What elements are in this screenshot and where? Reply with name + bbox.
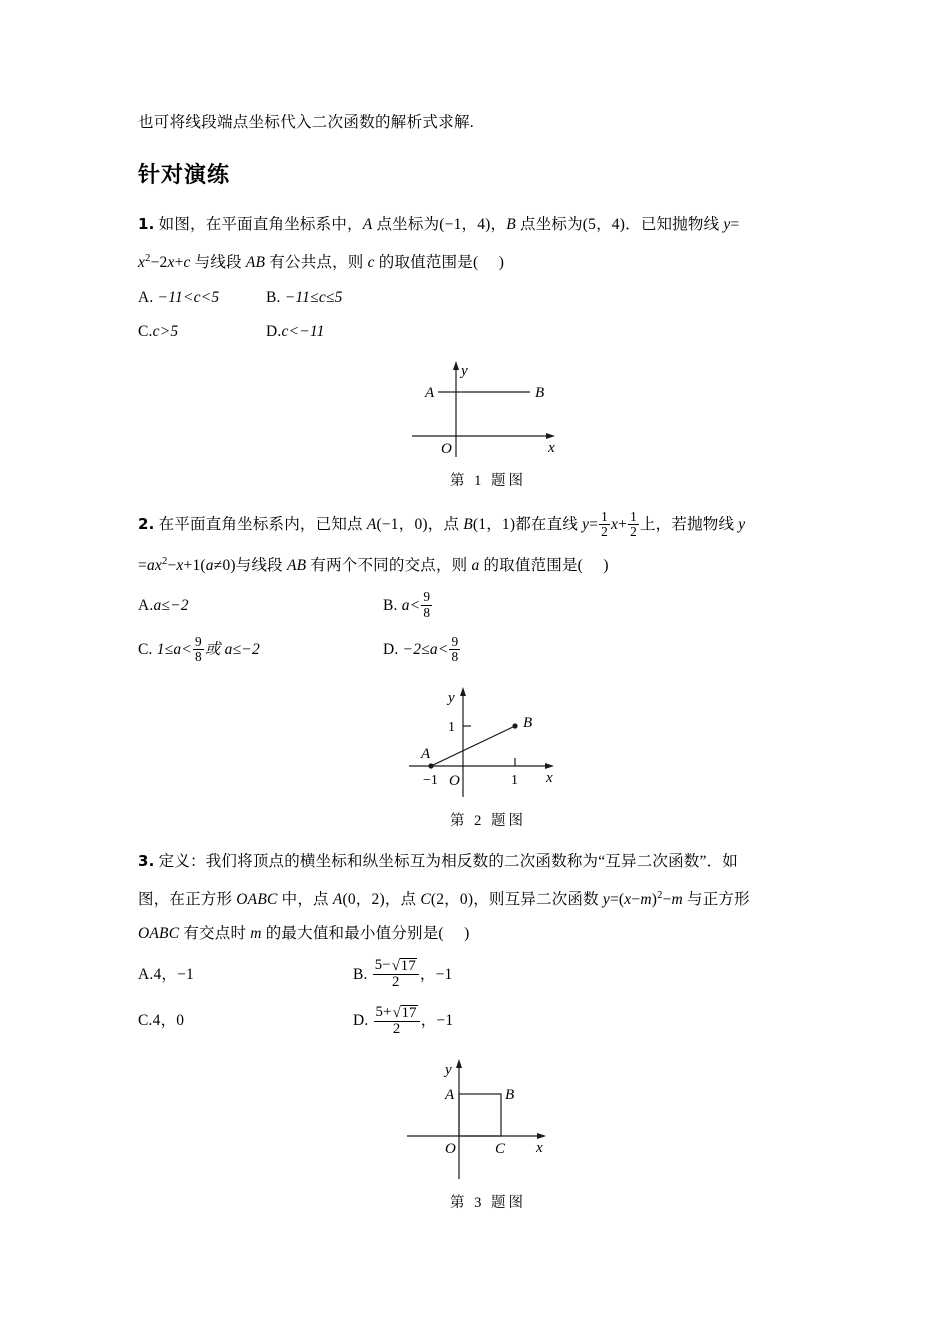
question-2-var-A: A [366, 516, 377, 534]
question-2-option-C-pre: 1≤a< [156, 641, 192, 659]
point-A-dot [428, 763, 433, 768]
question-2-option-A-label: A. [138, 596, 154, 614]
question-3-text-1: 图，在正方形 [138, 891, 237, 909]
question-3-option-B-num-pre: 5− [374, 957, 391, 974]
question-3-option-B-tail: ，−1 [419, 965, 453, 983]
question-1-option-A[interactable] [138, 281, 266, 315]
question-1-var-y: y [723, 216, 731, 233]
question-3-minus-2: − [662, 891, 672, 909]
question-3-option-C-label: C. [138, 1012, 153, 1030]
question-1-equals: = [730, 216, 740, 233]
question-1-var-B: B [506, 216, 516, 233]
label-A: A [425, 385, 435, 402]
question-3-text-5: 与正方形 [682, 891, 750, 909]
question-1-option-C-text: c>5 [152, 323, 179, 341]
question-2-var-y2: y [738, 516, 746, 534]
label-origin: O [445, 1141, 456, 1158]
question-2-frac2-numerator: 1 [630, 508, 637, 524]
question-3-option-D-denominator: 2 [374, 1021, 420, 1038]
question-3-eq-open: =( [609, 891, 625, 909]
question-2-fraction-half-2 [628, 510, 639, 540]
question-1-plus: + [174, 254, 184, 272]
question-3-option-D-sqrt-wrap [392, 1004, 418, 1021]
section-heading: 针对演练 [138, 163, 231, 188]
question-2-option-B-label: B. [383, 596, 398, 614]
question-3-figure-canvas [403, 1054, 573, 1189]
question-2-fraction-half-1 [599, 510, 610, 540]
question-2-figure-caption: 第 2 题图 [450, 813, 526, 830]
question-3-options-row-1 [138, 951, 838, 997]
question-3-stem-line1 [138, 844, 838, 879]
question-2 [138, 504, 838, 830]
square-OABC [459, 1094, 501, 1136]
question-1-number: 1. [138, 215, 155, 233]
question-3-option-D-num-pre: 5+ [375, 1003, 392, 1020]
question-3-var-m: m [640, 891, 652, 909]
label-origin: O [449, 773, 460, 790]
question-3-C-coord: (2，0) [430, 891, 474, 909]
question-2-option-C-mid: 或 a≤−2 [204, 641, 260, 659]
question-1 [138, 207, 838, 490]
question-2-stem-text-4: 上，若抛物线 [639, 516, 739, 534]
question-2-option-D[interactable] [383, 628, 461, 672]
question-1-paren-close: ) [498, 254, 505, 272]
question-1-stem-text-4: 与线段 [190, 254, 246, 272]
question-2-option-D-pre: −2≤a< [402, 641, 449, 659]
sqrt-icon: √ 17 [401, 1005, 418, 1022]
question-3-figure-caption: 第 3 题图 [450, 1195, 526, 1212]
question-3-var-m2: m [671, 891, 683, 909]
question-3-option-D-label: D. [353, 1012, 369, 1030]
sqrt-icon: √ 17 [400, 958, 417, 975]
question-3-option-A-label: A. [138, 965, 154, 983]
question-3-point-A: A [332, 891, 343, 909]
question-2-option-C-denominator: 8 [194, 649, 202, 664]
question-2-B-coord: (1，1) [472, 516, 516, 534]
question-1-var-c: c [183, 254, 191, 272]
question-3-text-4: ，则互异二次函数 [473, 891, 603, 909]
question-2-stem-text-7: 的取值范围是( [479, 557, 584, 575]
question-1-stem-text-6: 的取值范围是( [374, 254, 479, 272]
question-3-number: 3. [138, 852, 155, 871]
question-3-stem-line2 [138, 879, 838, 917]
question-1-option-A-label: A. [138, 288, 154, 306]
question-2-stem [138, 504, 838, 545]
question-2-option-D-fraction [449, 635, 460, 665]
question-2-frac2-denominator: 2 [630, 523, 637, 539]
question-3-option-B-label: B. [353, 965, 368, 983]
question-2-plus: + [618, 516, 628, 534]
question-1-stem-text-5: 有公共点，则 [265, 254, 368, 272]
label-axis-y: y [461, 363, 468, 380]
question-2-var-x: x [611, 516, 619, 534]
question-3-option-D[interactable] [353, 998, 453, 1044]
question-2-option-C[interactable] [138, 628, 383, 672]
y-axis-arrow [460, 687, 466, 696]
question-3-var-y: y [602, 891, 610, 909]
question-2-diagram [403, 682, 573, 802]
question-2-option-D-numerator: 9 [451, 633, 459, 649]
question-2-option-B-pre: a< [401, 596, 421, 614]
tick-label-x-1: 1 [511, 773, 518, 789]
question-2-frac1-denominator: 2 [601, 523, 609, 539]
question-3-option-B-numerator [373, 957, 419, 974]
question-1-stem-line2 [138, 242, 838, 280]
question-3-text-7: 的最大值和最小值分别是( [261, 925, 444, 943]
question-1-option-A-text: −11<c<5 [157, 288, 220, 306]
question-1-diagram [408, 357, 568, 462]
question-1-stem-text-1: 如图，在平面直角坐标系中， [158, 216, 363, 233]
label-B: B [505, 1087, 515, 1104]
question-1-option-C[interactable] [138, 315, 266, 349]
question-2-figure [138, 682, 838, 830]
question-2-option-D-denominator: 8 [451, 649, 459, 664]
question-2-stem-text-3: 都在直线 [515, 516, 583, 534]
question-2-answer-blank[interactable] [583, 557, 603, 574]
question-3-option-C[interactable] [138, 998, 353, 1044]
label-axis-x: x [548, 440, 555, 457]
question-3-text-6: 有交点时 [179, 925, 251, 943]
question-2-options-row-1 [138, 583, 838, 627]
question-3-option-B-sqrt-wrap [391, 957, 417, 974]
point-B-dot [512, 723, 517, 728]
question-2-option-B-denominator: 8 [423, 604, 431, 620]
question-3-exponent: 2 [657, 890, 663, 902]
question-2-var-x-sq: x [154, 557, 162, 575]
question-3-option-B[interactable] [353, 952, 452, 998]
label-A: A [445, 1087, 455, 1104]
question-3-paren-close-1: ) [651, 891, 658, 909]
question-3-option-D-fraction [374, 1004, 420, 1038]
question-2-plus-one: +1( [183, 557, 206, 575]
label-B: B [523, 715, 533, 732]
question-3-option-B-fraction [373, 957, 419, 991]
question-2-stem-line2 [138, 545, 838, 583]
question-1-stem-text-3: 点坐标为(5，4)．已知抛物线 [515, 216, 724, 233]
question-3-stem-line3 [138, 917, 838, 951]
question-1-option-D[interactable] [266, 315, 325, 349]
question-1-figure [138, 357, 838, 490]
question-3-text-2: 中，点 [277, 891, 333, 909]
question-3-option-A[interactable] [138, 952, 353, 998]
question-3-option-C-text: 4，0 [152, 1012, 185, 1030]
question-1-answer-blank[interactable] [478, 254, 498, 271]
question-2-option-A-text: a≤−2 [153, 596, 189, 614]
question-2-option-C-fraction [193, 635, 204, 665]
question-2-minus: − [167, 557, 177, 575]
question-3-point-C: C [420, 891, 431, 909]
question-2-option-B[interactable] [383, 584, 433, 628]
question-3-square-OABC: OABC [236, 891, 278, 909]
question-1-exponent: 2 [145, 253, 151, 264]
question-2-var-a2: a [205, 557, 214, 575]
question-1-option-B-text: −11≤c≤5 [284, 288, 343, 306]
question-3-var-x: x [624, 891, 632, 909]
intro-note: 也可将线段端点坐标代入二次函数的解析式求解. [138, 114, 474, 131]
label-B: B [535, 385, 545, 402]
question-2-option-C-numerator: 9 [194, 633, 202, 649]
question-2-number: 2. [138, 515, 155, 534]
question-2-stem-text-6: 有两个不同的交点，则 [306, 557, 472, 575]
question-2-var-y: y [582, 516, 590, 534]
question-1-option-B[interactable] [266, 281, 343, 315]
question-2-exponent: 2 [162, 556, 168, 568]
question-2-var-a: a [146, 557, 155, 575]
question-3-A-coord: (0，2) [342, 891, 385, 909]
question-2-option-C-label: C. [138, 641, 153, 659]
question-1-options-row-1 [138, 280, 838, 314]
question-3-answer-blank[interactable] [444, 925, 464, 942]
question-2-options-row-2 [138, 628, 838, 672]
question-3-figure [138, 1054, 838, 1212]
question-2-equals: = [589, 516, 599, 534]
label-axis-y: y [448, 690, 455, 707]
question-1-option-D-text: c<−11 [281, 323, 325, 341]
question-1-figure-caption: 第 1 题图 [450, 473, 526, 490]
tick-label-x-neg1: −1 [423, 773, 438, 789]
question-2-var-aa: a [471, 557, 480, 575]
question-2-neq-zero: ≠0) [213, 557, 236, 575]
x-axis-arrow [546, 433, 555, 439]
question-1-var-c2: c [367, 254, 375, 272]
x-axis-arrow [537, 1133, 546, 1139]
question-3-option-B-denominator: 2 [373, 974, 419, 991]
question-1-minus2: −2 [150, 254, 168, 272]
question-3-diagram [403, 1054, 573, 1184]
question-2-option-B-fraction [421, 590, 432, 620]
question-1-stem-text-2: 点坐标为(−1，4)， [372, 216, 507, 233]
question-1-var-A: A [362, 216, 373, 233]
question-2-stem-text-1: 在平面直角坐标系内，已知点 [158, 516, 367, 534]
y-axis-arrow [453, 361, 459, 370]
question-3-var-m3: m [250, 925, 262, 943]
question-2-option-D-label: D. [383, 641, 399, 659]
question-1-var-x2: x [167, 254, 175, 272]
question-2-option-B-numerator: 9 [423, 589, 431, 605]
question-1-option-C-label: C. [138, 323, 153, 341]
question-2-option-A[interactable] [138, 584, 383, 628]
label-axis-x: x [536, 1140, 543, 1157]
question-2-var-x2: x [176, 557, 184, 575]
question-2-stem-text-2: ，点 [427, 516, 464, 534]
question-2-segment-AB: AB [286, 557, 307, 575]
question-2-frac1-numerator: 1 [601, 508, 609, 524]
question-1-figure-canvas [408, 357, 568, 467]
question-2-var-B: B [463, 516, 473, 534]
label-C: C [495, 1141, 506, 1158]
question-3-option-A-text: 4，−1 [153, 965, 195, 983]
question-1-option-D-label: D. [266, 323, 282, 341]
question-1-segment-AB: AB [245, 254, 266, 272]
segment-AB [431, 726, 515, 766]
question-1-option-B-label: B. [266, 288, 281, 306]
question-2-equals-2: = [138, 557, 147, 575]
label-A: A [421, 746, 431, 763]
y-axis-arrow [456, 1059, 462, 1068]
label-origin: O [441, 441, 452, 458]
question-3-options-row-2 [138, 998, 838, 1044]
question-2-A-coord: (−1，0) [376, 516, 428, 534]
question-2-stem-text-5: 与线段 [235, 557, 287, 575]
question-3-paren-close: ) [464, 925, 470, 943]
question-3-definition-text: 定义：我们将顶点的横坐标和纵坐标互为相反数的二次函数称为“互异二次函数”．如 [158, 853, 738, 871]
question-2-figure-canvas [403, 682, 573, 807]
question-3-option-D-numerator [374, 1004, 420, 1021]
x-axis-arrow [545, 763, 554, 769]
label-axis-x: x [546, 770, 553, 787]
question-2-paren-close: ) [603, 557, 609, 575]
page-content [138, 110, 838, 1216]
question-3-square-OABC-2: OABC [138, 925, 180, 943]
question-3-option-D-tail: ，−1 [420, 1012, 454, 1030]
question-1-stem [138, 207, 838, 242]
question-1-options-row-2 [138, 315, 838, 349]
label-axis-y: y [445, 1062, 452, 1079]
question-3-minus: − [631, 891, 641, 909]
question-3-text-3: ，点 [384, 891, 421, 909]
tick-label-y-1: 1 [448, 720, 455, 736]
question-3 [138, 844, 838, 1212]
question-1-var-x: x [138, 254, 146, 272]
